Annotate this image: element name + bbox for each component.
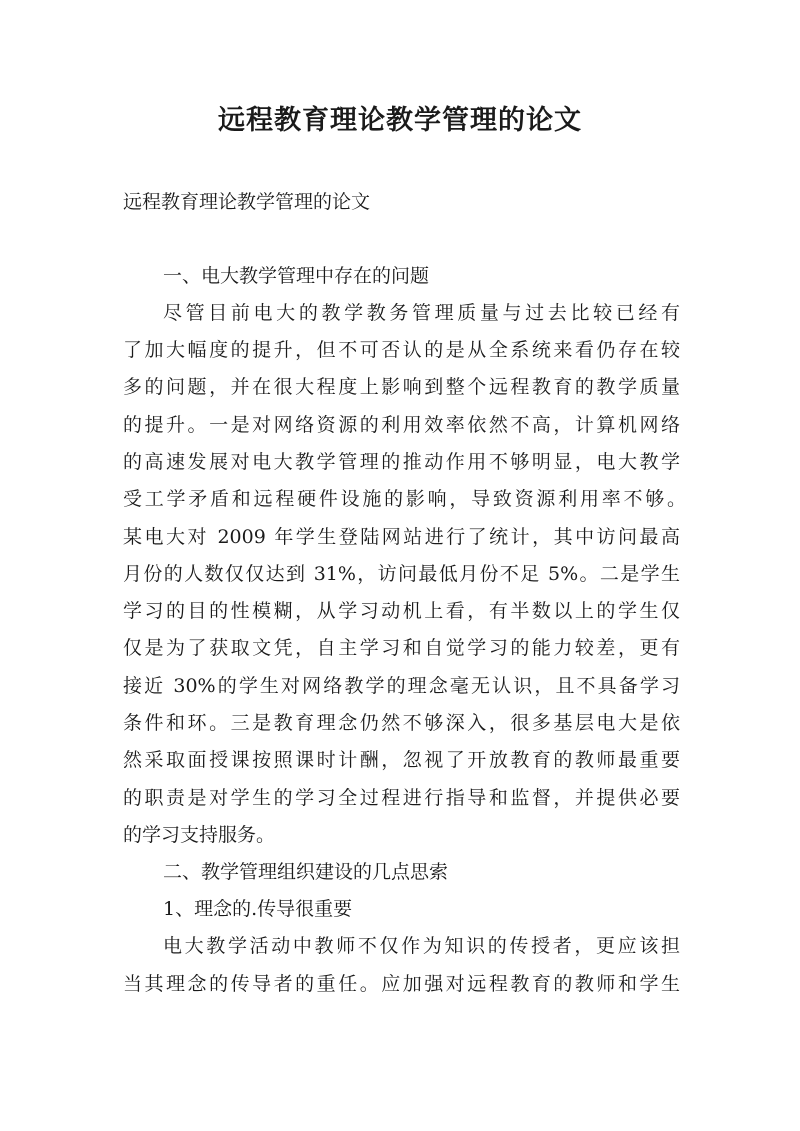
paragraph-line: 接近 30%的学生对网络教学的理念毫无认识，且不具备学习 bbox=[123, 675, 680, 697]
paragraph-line: 尽管目前电大的教学教务管理质量与过去比较已经有 bbox=[163, 302, 680, 324]
paragraph-line: 的提升。一是对网络资源的利用效率依然不高，计算机网络 bbox=[123, 414, 680, 436]
paragraph-line: 然采取面授课按照课时计酬，忽视了开放教育的教师最重要 bbox=[123, 749, 680, 771]
document-subtitle: 远程教育理论教学管理的论文 bbox=[123, 191, 371, 213]
paragraph-line: 了加大幅度的提升，但不可否认的是从全系统来看仍存在较 bbox=[123, 339, 680, 361]
paragraph-line: 月份的人数仅仅达到 31%，访问最低月份不足 5%。二是学生 bbox=[123, 563, 680, 585]
paragraph-line: 受工学矛盾和远程硬件设施的影响，导致资源利用率不够。 bbox=[123, 488, 686, 510]
section-heading-1: 一、电大教学管理中存在的问题 bbox=[163, 265, 430, 287]
paragraph-line: 学习的目的性模糊，从学习动机上看，有半数以上的学生仅 bbox=[123, 600, 680, 622]
paragraph-line: 的职责是对学生的学习全过程进行指导和监督，并提供必要 bbox=[123, 787, 680, 809]
document-title: 远程教育理论教学管理的论文 bbox=[218, 105, 582, 136]
paragraph-line: 某电大对 2009 年学生登陆网站进行了统计，其中访问最高 bbox=[123, 526, 680, 548]
section-heading-2: 二、教学管理组织建设的几点思索 bbox=[163, 861, 449, 883]
paragraph-line: 当其理念的传导者的重任。应加强对远程教育的教师和学生 bbox=[123, 973, 680, 995]
paragraph-line: 的学习支持服务。 bbox=[123, 824, 276, 846]
paragraph-line: 仅是为了获取文凭，自主学习和自觉学习的能力较差，更有 bbox=[123, 637, 680, 659]
paragraph-line: 多的问题，并在很大程度上影响到整个远程教育的教学质量 bbox=[123, 376, 680, 398]
paragraph-line: 条件和环。三是教育理念仍然不够深入，很多基层电大是依 bbox=[123, 712, 680, 734]
paragraph-line: 电大教学活动中教师不仅作为知识的传授者，更应该担 bbox=[163, 935, 680, 957]
paragraph-line: 的高速发展对电大教学管理的推动作用不够明显，电大教学 bbox=[123, 451, 680, 473]
subsection-heading: 1、理念的.传导很重要 bbox=[163, 898, 353, 920]
